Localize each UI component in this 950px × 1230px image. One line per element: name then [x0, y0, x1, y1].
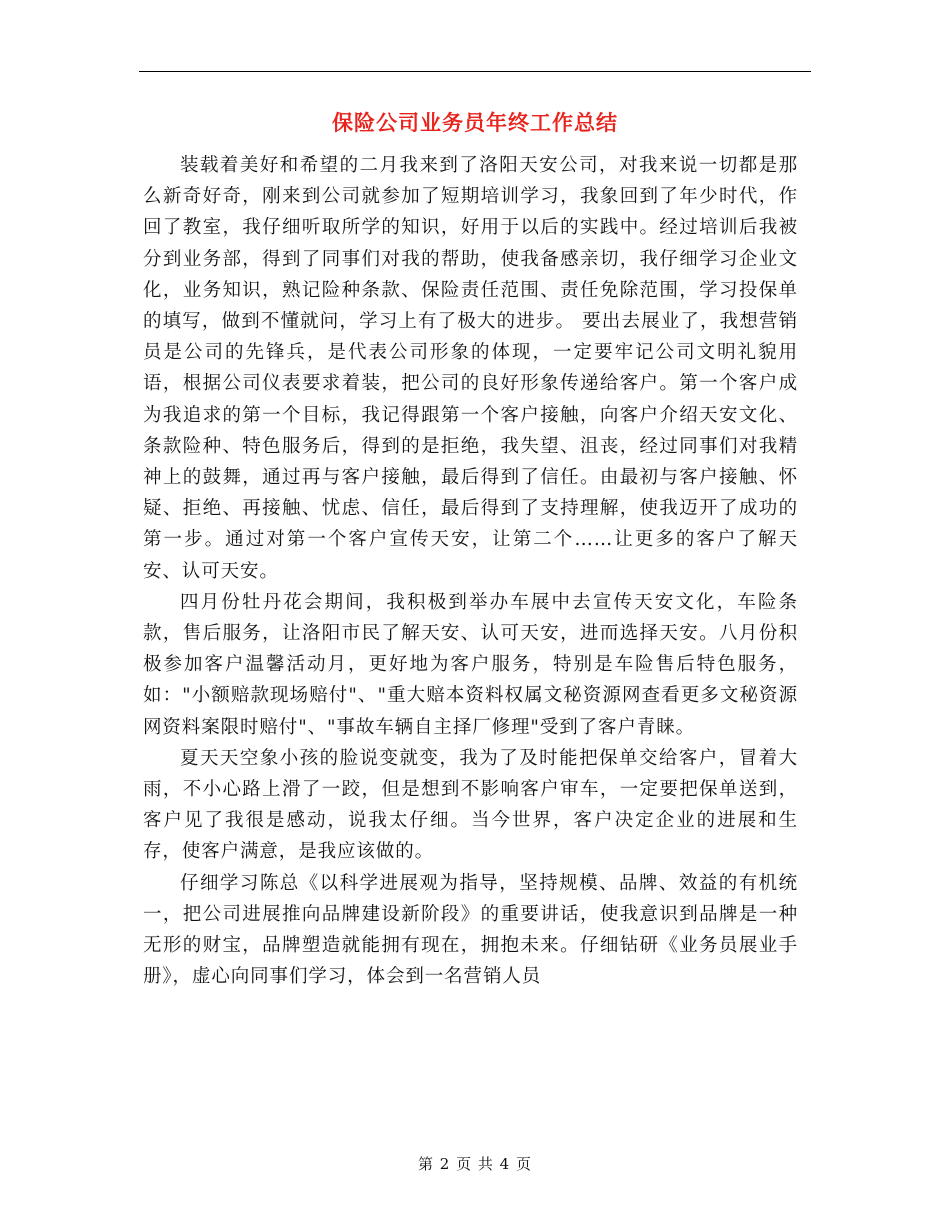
- paragraph-3: 夏天天空象小孩的脸说变就变，我为了及时能把保单交给客户，冒着大雨，不小心路上滑了一跤，但是想到不影响客户审车，一定要把保单送到，客户见了我很是感动，说我太仔细。当今世界，客户决定企业的进展和生存，使客户满意，是我应该做的。: [143, 747, 798, 863]
- header-rule: [139, 71, 811, 72]
- page-number: 第 2 页 共 4 页: [418, 1155, 532, 1173]
- paragraph-1: 装载着美好和希望的二月我来到了洛阳天安公司，对我来说一切都是那么新奇好奇，刚来到公司就参加了短期培训学习，我象回到了年少时代，作回了教室，我仔细听取所学的知识，好用于以后的实践中。经过培训后我被分到业务部，得到了同事们对我的帮助，使我备感亲切，我仔细学习企业文化，业务知识，熟记险种条款、保险责任范围、责任免除范围，学习投保单的填写，做到不懂就问，学习上有了极大的进步。 要出去展业了，我想营销员是公司的先锋兵，是代表公司形象的体现，一定要牢记公司文明礼貌用语，根据公司仪表要求着装，把公司的良好形象传递给客户。第一个客户成为我追求的第一个目标，我记得跟第一个客户接触，向客户介绍天安文化、条款险种、特色服务后，得到的是拒绝，我失望、沮丧，经过同事们对我精神上的鼓舞，通过再与客户接触，最后得到了信任。由最初与客户接触、怀疑、拒绝、再接触、忧虑、信任，最后得到了支持理解，使我迈开了成功的第一步。通过对第一个客户宣传天安，让第二个……让更多的客户了解天安、认可天安。: [143, 155, 798, 582]
- document-body: [143, 150, 798, 992]
- paragraph-2: 四月份牡丹花会期间，我积极到举办车展中去宣传天安文化，车险条款，售后服务，让洛阳市民了解天安、认可天安，进而选择天安。八月份积极参加客户温馨活动月，更好地为客户服务，特别是车险售后特色服务，如："小额赔款现场赔付"、"重大赔本资料权属文秘资源网查看更多文秘资源网资料案限时赔付"、"事故车辆自主择厂修理"受到了客户青睐。: [143, 591, 798, 738]
- document-title: 保险公司业务员年终工作总结: [332, 110, 618, 135]
- paragraph-4: 仔细学习陈总《以科学进展观为指导，坚持规模、品牌、效益的有机统一，把公司进展推向品牌建设新阶段》的重要讲话，使我意识到品牌是一种无形的财宝，品牌塑造就能拥有现在，拥抱未来。仔细钻研《业务员展业手册》，虚心向同事们学习，体会到一名营销人员: [143, 872, 798, 988]
